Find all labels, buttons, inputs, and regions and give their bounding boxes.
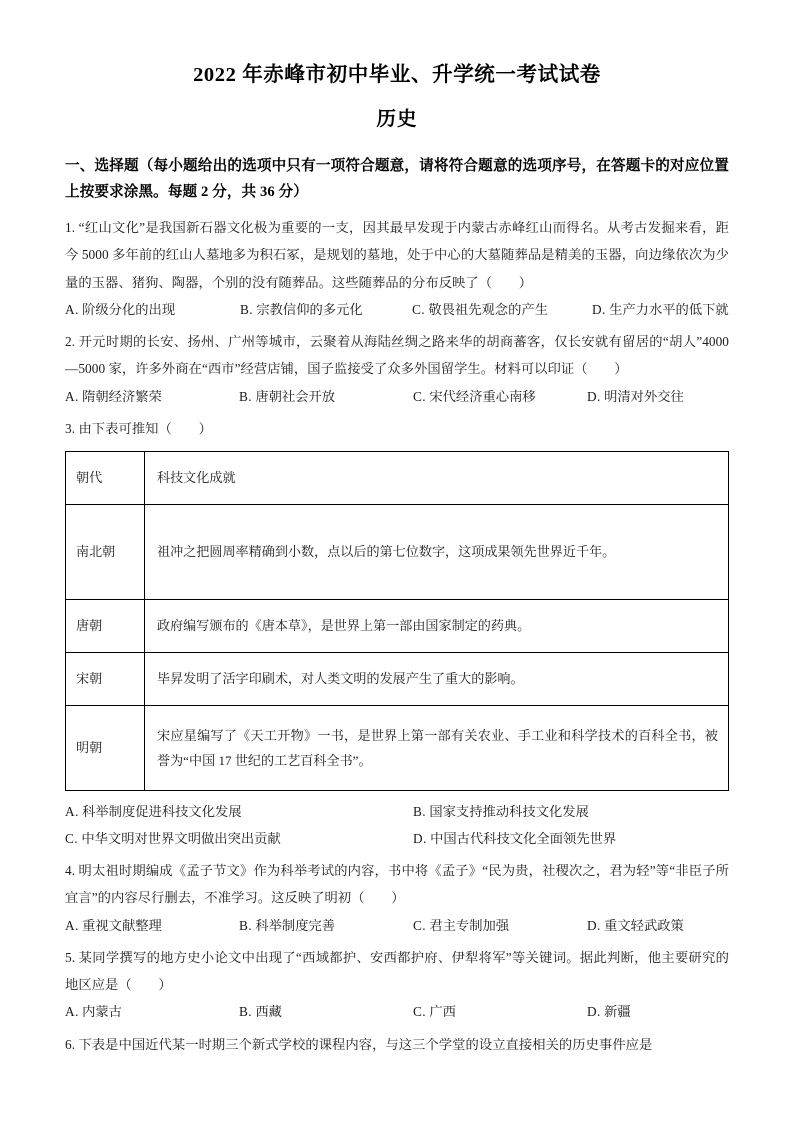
question-1-options: [65, 296, 729, 323]
question-5-option-b-label: B.: [239, 1004, 252, 1020]
question-5-option-a-text: 内蒙古: [82, 1004, 122, 1020]
question-2-options: [65, 383, 729, 410]
table-cell-achievement: 政府编写颁布的《唐本草》，是世界上第一部由国家制定的药典。: [145, 600, 729, 653]
question-5-option-d[interactable]: [587, 998, 631, 1025]
question-3-option-d[interactable]: [413, 826, 616, 853]
question-1-option-d[interactable]: [592, 296, 729, 323]
question-4-stem: 4. 明太祖时期编成《孟子节文》作为科举考试的内容，书中将《孟子》“民为贵，社稷次之，君为轻”等“非臣子所宜言”的内容尽行删去，不准学习。这反映了明初（ ）: [65, 863, 729, 906]
table-cell-achievement: 祖冲之把圆周率精确到小数，点以后的第七位数字，这项成果领先世界近千年。: [145, 505, 729, 600]
question-1-option-c-label: C.: [412, 301, 425, 317]
question-3-option-b-label: B.: [413, 804, 426, 820]
question-4-option-a-label: A.: [65, 917, 79, 933]
question-4-option-d-label: D.: [587, 917, 601, 933]
question-2-option-d-text: 明清对外交往: [604, 388, 684, 404]
question-4-option-a[interactable]: [65, 912, 239, 939]
question-1-option-c[interactable]: [412, 296, 592, 323]
question-6: [65, 1026, 729, 1058]
question-2-option-a-text: 隋朝经济繁荣: [82, 388, 162, 404]
table-row: [66, 505, 729, 600]
question-3-option-a-text: 科举制度促进科技文化发展: [82, 804, 242, 820]
question-4-option-c[interactable]: [413, 912, 587, 939]
question-2-option-d[interactable]: [587, 383, 684, 410]
question-4-option-b-label: B.: [239, 917, 252, 933]
question-5-stem: 5. 某同学撰写的地方史小论文中出现了“西域都护、安西都护府、伊犁将军”等关键词。据此判断，他主要研究的地区应是（ ）: [65, 949, 729, 993]
question-3-stem: 3. 由下表可推知（ ）: [65, 420, 212, 436]
question-1-option-c-text: 敬畏祖先观念的产生: [428, 301, 548, 317]
question-4-option-d[interactable]: [587, 912, 684, 939]
question-5-option-b-text: 西藏: [255, 1004, 282, 1020]
question-1-option-a-text: 阶级分化的出现: [82, 301, 176, 317]
question-2-option-c-text: 宋代经济重心南移: [429, 388, 536, 404]
question-4-option-a-text: 重视文献整理: [82, 917, 162, 933]
question-6-stem: 6. 下表是中国近代某一时期三个新式学校的课程内容，与这三个学堂的设立直接相关的历史事件应是: [65, 1036, 653, 1052]
question-3-option-d-label: D.: [413, 830, 427, 846]
table-cell-era: 明朝: [66, 706, 145, 791]
question-2-option-b-label: B.: [239, 388, 252, 404]
question-1: [65, 205, 729, 296]
question-2-option-a-label: A.: [65, 388, 79, 404]
question-3-option-b-text: 国家支持推动科技文化发展: [429, 804, 589, 820]
question-4: [65, 852, 729, 912]
question-4-option-d-text: 重文轻武政策: [604, 917, 684, 933]
question-1-option-b[interactable]: [240, 296, 412, 323]
question-3-option-b[interactable]: [413, 799, 589, 826]
question-2-option-d-label: D.: [587, 388, 601, 404]
question-2-stem: 2. 开元时期的长安、扬州、广州等城市，云聚着从海陆丝绸之路来华的胡商蕃客，仅长安就有留居的“胡人”4000—5000 家，许多外商在“西市”经营店铺，国子监接受了众多外国留学生。材料可以印证（ ）: [65, 334, 729, 377]
question-2: [65, 323, 729, 383]
question-3-option-a[interactable]: [65, 799, 413, 826]
table-row: [66, 706, 729, 791]
question-5-options: [65, 998, 729, 1025]
question-5-option-a-label: A.: [65, 1004, 79, 1020]
question-1-option-b-label: B.: [240, 301, 253, 317]
question-1-option-a[interactable]: [65, 296, 240, 323]
question-5-option-d-label: D.: [587, 1004, 601, 1020]
question-2-option-b-text: 唐朝社会开放: [255, 388, 336, 404]
question-5-option-c[interactable]: [413, 998, 587, 1025]
question-1-option-d-label: D.: [592, 301, 606, 317]
question-3-options-row-1: [65, 799, 729, 826]
section-heading-multiple-choice: 一、选择题（每小题给出的选项中只有一项符合题意，请将符合题意的选项序号，在答题卡的对应位置上按要求涂黑。每题 2 分，共 36 分）: [65, 157, 729, 200]
question-5-option-c-text: 广西: [429, 1004, 456, 1020]
table-header-achievement: 科技文化成就: [145, 452, 729, 505]
table-cell-era: 宋朝: [66, 653, 145, 706]
question-2-option-c-label: C.: [413, 388, 426, 404]
table-cell-era: 唐朝: [66, 600, 145, 653]
question-2-option-a[interactable]: [65, 383, 239, 410]
table-header-era: 朝代: [66, 452, 145, 505]
question-3-option-c[interactable]: [65, 826, 413, 853]
question-5-option-a[interactable]: [65, 998, 239, 1025]
question-5-option-d-text: 新疆: [604, 1004, 631, 1020]
question-1-option-d-text: 生产力水平的低下就: [609, 301, 729, 317]
question-3-option-d-text: 中国古代科技文化全面领先世界: [430, 830, 617, 846]
table-row: [66, 653, 729, 706]
question-1-stem: 1. “红山文化”是我国新石器文化极为重要的一支，因其最早发现于内蒙古赤峰红山而得名。从考古发掘来看，距今 5000 多年前的红山人墓地多为积石冢，是规划的墓地，处于中心的大墓随葬品是精美的玉器，向边缘依次为少量的玉器、猪狗、陶器，个别的没有随葬品。这些随葬品的分布反映了（ ）: [65, 220, 729, 290]
dynasty-achievements-table: [65, 451, 729, 791]
question-2-option-b[interactable]: [239, 383, 413, 410]
question-1-option-a-label: A.: [65, 301, 79, 317]
subject-title: 历史: [376, 108, 418, 130]
question-5-option-b[interactable]: [239, 998, 413, 1025]
question-3-option-a-label: A.: [65, 804, 79, 820]
question-4-option-c-label: C.: [413, 917, 426, 933]
question-2-option-c[interactable]: [413, 383, 587, 410]
question-4-option-b[interactable]: [239, 912, 413, 939]
question-3-options: [65, 791, 729, 852]
question-5: [65, 939, 729, 999]
page-title: 2022 年赤峰市初中毕业、升学统一考试试卷: [193, 64, 601, 86]
table-cell-achievement: 毕昇发明了活字印刷术，对人类文明的发展产生了重大的影响。: [145, 653, 729, 706]
question-4-option-b-text: 科举制度完善: [255, 917, 336, 933]
table-header-row: [66, 452, 729, 505]
question-1-option-b-text: 宗教信仰的多元化: [256, 301, 363, 317]
table-cell-achievement: 宋应星编写了《天工开物》一书，是世界上第一部有关农业、手工业和科学技术的百科全书，被誉为“中国 17 世纪的工艺百科全书”。: [145, 706, 729, 791]
page-content: [65, 0, 729, 1058]
table-cell-era: 南北朝: [66, 505, 145, 600]
question-3-table-wrap: [65, 442, 729, 791]
question-4-options: [65, 912, 729, 939]
question-4-option-c-text: 君主专制加强: [429, 917, 510, 933]
question-3-option-c-text: 中华文明对世界文明做出突出贡献: [81, 830, 281, 846]
question-5-option-c-label: C.: [413, 1004, 426, 1020]
table-row: [66, 600, 729, 653]
question-3-options-row-2: [65, 826, 729, 853]
question-3: [65, 410, 729, 442]
question-3-option-c-label: C.: [65, 830, 78, 846]
